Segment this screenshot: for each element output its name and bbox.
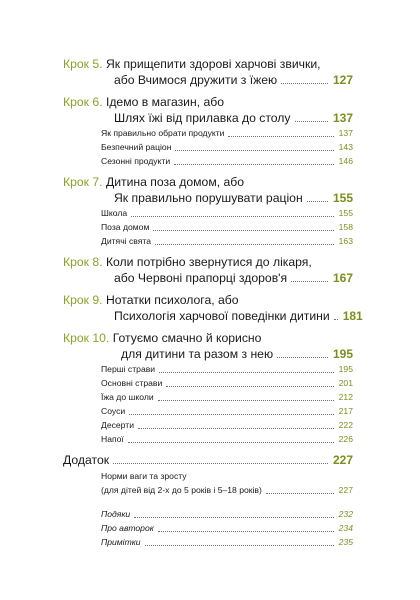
dot-leader bbox=[134, 517, 333, 518]
page-number: 235 bbox=[338, 537, 353, 547]
toc-subsection[interactable] bbox=[101, 140, 353, 154]
toc-subsection[interactable] bbox=[101, 432, 353, 446]
page-number: 137 bbox=[332, 111, 353, 125]
page-number: 127 bbox=[332, 73, 353, 87]
page-number: 227 bbox=[338, 485, 353, 495]
table-of-contents bbox=[63, 56, 363, 555]
page-number: 234 bbox=[338, 523, 353, 533]
chapter-step-label: Крок 9. bbox=[63, 293, 103, 307]
toc-subsection[interactable] bbox=[101, 404, 353, 418]
page-number: 155 bbox=[338, 208, 353, 218]
chapter-subtitle-text: або Вчимося дружити з їжею bbox=[114, 73, 278, 87]
toc-extras bbox=[63, 507, 353, 549]
dot-leader bbox=[145, 545, 334, 546]
dot-leader bbox=[128, 442, 334, 443]
chapter-title-line2 bbox=[63, 346, 353, 362]
chapter-title-text: Дитина поза домом, або bbox=[105, 175, 245, 189]
chapter-title-line2 bbox=[63, 110, 353, 126]
page-number: 212 bbox=[338, 392, 353, 402]
extra-label: Про авторок bbox=[101, 523, 154, 533]
toc-chapter[interactable] bbox=[63, 174, 353, 248]
dot-leader bbox=[159, 372, 334, 373]
page-number: 232 bbox=[338, 509, 353, 519]
subsection-label: Перші страви bbox=[101, 364, 156, 374]
dot-leader bbox=[158, 400, 334, 401]
extra-label: Подяки bbox=[101, 509, 131, 519]
page-number: 155 bbox=[332, 191, 353, 205]
chapter-step-label: Крок 5. bbox=[63, 57, 103, 71]
page-number: 143 bbox=[338, 142, 353, 152]
appendix-norms-line2: (для дітей від 2-х до 5 років і 5–18 років) bbox=[101, 485, 262, 495]
dot-leader bbox=[131, 216, 334, 217]
chapter-subtitle-text: Психологія харчової поведінки дитини bbox=[114, 309, 330, 323]
dot-leader bbox=[155, 244, 334, 245]
page-number: 195 bbox=[338, 364, 353, 374]
chapter-title-line2 bbox=[63, 190, 353, 206]
dot-leader bbox=[174, 164, 334, 165]
appendix-norms-row[interactable] bbox=[101, 483, 353, 497]
appendix-row bbox=[63, 452, 353, 468]
toc-chapter[interactable] bbox=[63, 56, 353, 88]
dot-leader bbox=[277, 357, 328, 358]
toc-subsection[interactable] bbox=[101, 376, 353, 390]
toc-chapter[interactable] bbox=[63, 94, 353, 168]
toc-subsection[interactable] bbox=[101, 154, 353, 168]
page-number: 181 bbox=[342, 309, 363, 323]
page-number: 195 bbox=[332, 347, 353, 361]
subsection-label: Напої bbox=[101, 434, 124, 444]
chapter-title-text: Готуємо смачно й корисно bbox=[112, 331, 262, 345]
toc-subsection[interactable] bbox=[101, 418, 353, 432]
dot-leader bbox=[166, 386, 333, 387]
chapter-title-text: Коли потрібно звернутися до лікаря, bbox=[105, 255, 312, 269]
dot-leader bbox=[228, 136, 333, 137]
chapter-title-line1 bbox=[63, 174, 353, 190]
dot-leader bbox=[158, 531, 334, 532]
subsection-label: Їжа до школи bbox=[101, 392, 154, 402]
subsection-label: Соуси bbox=[101, 406, 126, 416]
subsection-label: Основні страви bbox=[101, 378, 163, 388]
chapter-title-line1 bbox=[63, 94, 353, 110]
chapter-step-label: Крок 7. bbox=[63, 175, 103, 189]
toc-appendix[interactable] bbox=[63, 452, 353, 497]
chapter-title-text: Як прищепити здорові харчові звички, bbox=[105, 57, 321, 71]
toc-subsection[interactable] bbox=[101, 126, 353, 140]
page-number: 146 bbox=[338, 156, 353, 166]
page-number: 158 bbox=[338, 222, 353, 232]
dot-leader bbox=[295, 121, 328, 122]
toc-subsection[interactable] bbox=[101, 234, 353, 248]
chapter-title-line1 bbox=[63, 56, 353, 72]
dot-leader bbox=[138, 428, 334, 429]
toc-chapter[interactable] bbox=[63, 292, 363, 324]
toc-subsection[interactable] bbox=[101, 220, 353, 234]
chapter-title-line1 bbox=[63, 330, 353, 346]
subsection-label: Школа bbox=[101, 208, 128, 218]
dot-leader bbox=[129, 414, 333, 415]
page-number: 217 bbox=[338, 406, 353, 416]
subsection-label: Десерти bbox=[101, 420, 135, 430]
chapter-step-label: Крок 10. bbox=[63, 331, 110, 345]
dot-leader bbox=[281, 83, 328, 84]
appendix-norms-line1: Норми ваги та зросту bbox=[101, 471, 187, 481]
subsection-label: Поза домом bbox=[101, 222, 150, 232]
dot-leader bbox=[266, 493, 334, 494]
chapter-step-label: Крок 8. bbox=[63, 255, 103, 269]
page-number: 201 bbox=[338, 378, 353, 388]
page-number: 227 bbox=[332, 453, 353, 467]
chapter-title-line2 bbox=[63, 72, 353, 88]
chapter-title-line2 bbox=[63, 270, 353, 286]
dot-leader bbox=[153, 230, 333, 231]
toc-subsection[interactable] bbox=[101, 390, 353, 404]
subsection-label: Як правильно обрати продукти bbox=[101, 128, 225, 138]
toc-subsection[interactable] bbox=[101, 362, 353, 376]
toc-chapter[interactable] bbox=[63, 254, 353, 286]
page-number: 137 bbox=[338, 128, 353, 138]
chapter-title-line2 bbox=[63, 308, 363, 324]
page-number: 167 bbox=[332, 271, 353, 285]
chapter-step-label: Крок 6. bbox=[63, 95, 103, 109]
chapter-title-line1 bbox=[63, 292, 353, 308]
toc-subsection[interactable] bbox=[101, 206, 353, 220]
dot-leader bbox=[291, 281, 328, 282]
dot-leader bbox=[307, 201, 328, 202]
chapter-subtitle-text: для дитини та разом з нею bbox=[121, 347, 274, 361]
chapter-title-text: Ідемо в магазин, або bbox=[105, 95, 225, 109]
page-number: 226 bbox=[338, 434, 353, 444]
page-number: 222 bbox=[338, 420, 353, 430]
toc-extra-item[interactable] bbox=[101, 507, 353, 521]
dot-leader bbox=[113, 463, 328, 464]
chapter-title-line1 bbox=[63, 254, 353, 270]
chapter-subtitle-text: Як правильно порушувати раціон bbox=[114, 191, 303, 205]
toc-chapter[interactable] bbox=[63, 330, 353, 446]
chapter-subtitle-text: або Червоні прапорці здоров'я bbox=[114, 271, 288, 285]
extra-label: Примітки bbox=[101, 537, 141, 547]
chapter-title-text: Нотатки психолога, або bbox=[105, 293, 239, 307]
page-number: 163 bbox=[338, 236, 353, 246]
dot-leader bbox=[175, 150, 333, 151]
dot-leader bbox=[334, 319, 338, 320]
toc-extra-item[interactable] bbox=[101, 535, 353, 549]
subsection-label: Безпечний раціон bbox=[101, 142, 172, 152]
toc-extra-item[interactable] bbox=[101, 521, 353, 535]
appendix-label: Додаток bbox=[63, 453, 110, 467]
subsection-label: Дитячі свята bbox=[101, 236, 152, 246]
subsection-label: Сезонні продукти bbox=[101, 156, 171, 166]
chapter-subtitle-text: Шлях їжі від прилавка до столу bbox=[114, 111, 291, 125]
